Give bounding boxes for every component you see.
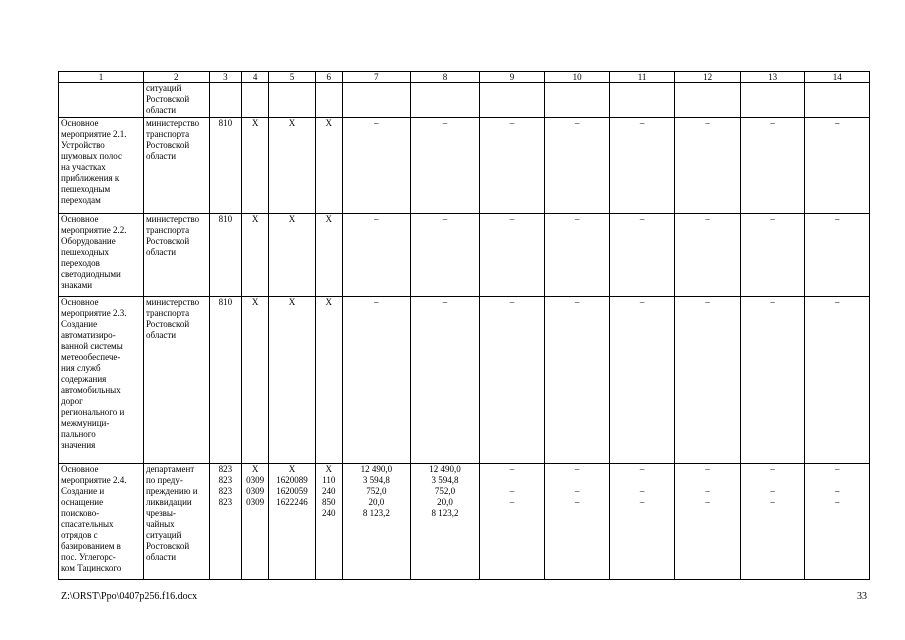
table-cell-col6: [315, 118, 342, 214]
cell-line: X: [251, 464, 259, 474]
cell-line: –: [639, 214, 645, 224]
cell-line: регионального и: [61, 407, 125, 417]
cell-line: дорог: [61, 396, 83, 406]
cell-line: Оборудование: [61, 236, 116, 246]
table-cell-col14: [805, 118, 870, 214]
cell-line: области: [145, 552, 177, 562]
table-cell-col13: [740, 118, 805, 214]
table-cell-col2: [143, 214, 209, 297]
table-cell-col9: [479, 118, 545, 214]
cell-line: транспорта: [145, 129, 190, 139]
table-cell-col13: [740, 214, 805, 297]
cell-line: X: [325, 297, 333, 307]
cell-line: области: [145, 105, 177, 115]
cell-line: 810: [218, 214, 233, 224]
cell-line: –: [770, 297, 775, 307]
table-cell-col8: [411, 464, 480, 580]
cell-line: –: [509, 486, 515, 496]
cell-line: пального: [61, 429, 96, 439]
cell-line: 0309: [246, 497, 265, 507]
cell-line: X: [325, 118, 333, 128]
cell-line: ванной системы: [61, 341, 123, 351]
cell-line: –: [442, 118, 448, 128]
cell-line: X: [251, 297, 259, 307]
cell-line: транспорта: [145, 225, 190, 235]
cell-line: Основное: [61, 118, 99, 128]
cell-line: области: [145, 247, 177, 257]
cell-line: пос. Углегорс-: [61, 552, 116, 562]
table-cell-col11: [609, 118, 675, 214]
table-cell-col9: [479, 464, 545, 580]
cell-line: Ростовской: [145, 140, 190, 150]
cell-line: 12 490,0: [360, 464, 393, 474]
cell-line: на участках: [61, 162, 106, 172]
cell-line: –: [770, 486, 775, 496]
column-number: 3: [209, 72, 242, 83]
table-cell-col14: [805, 464, 870, 580]
cell-line: Основное: [61, 464, 99, 474]
table-cell-col7: [342, 214, 411, 297]
cell-line: –: [705, 118, 710, 128]
cell-line: 3 594,8: [431, 475, 459, 485]
cell-line: –: [574, 464, 580, 474]
cell-line: мероприятие 2.4.: [61, 475, 127, 485]
cell-line: –: [574, 118, 580, 128]
cell-line: X: [288, 464, 296, 474]
cell-line: шумовых полос: [61, 151, 122, 161]
table-cell-col9: [479, 214, 545, 297]
cell-line: ком Тацинского: [61, 563, 122, 573]
table-cell-col2: [143, 464, 209, 580]
cell-line: –: [705, 497, 710, 507]
column-number: 6: [315, 72, 342, 83]
table-cell-col10: [545, 214, 610, 297]
cell-line: –: [509, 118, 515, 128]
cell-line: 20,0: [368, 497, 385, 507]
table-cell-col1: [59, 214, 144, 297]
column-number: 4: [242, 72, 269, 83]
table-row: [59, 83, 870, 118]
cell-line: X: [325, 214, 333, 224]
cell-line: [482, 475, 543, 486]
column-number: 7: [342, 72, 411, 83]
table-cell-col2: [143, 297, 209, 464]
cell-line: транспорта: [145, 308, 190, 318]
table-cell-col1: [59, 464, 144, 580]
table-cell-col10: [545, 83, 610, 118]
table-row: [59, 464, 870, 580]
cell-line: X: [251, 118, 259, 128]
cell-line: спасательных: [61, 519, 114, 529]
cell-line: поисково-: [61, 508, 100, 518]
cell-line: ситуаций: [145, 83, 182, 93]
cell-line: –: [509, 214, 515, 224]
cell-line: пешеходным: [61, 184, 111, 194]
cell-line: 810: [218, 118, 233, 128]
cell-line: –: [574, 486, 580, 496]
cell-line: 823: [218, 486, 233, 496]
table-cell-col8: [411, 214, 480, 297]
cell-line: автомобильных: [61, 385, 121, 395]
cell-line: чайных: [145, 519, 175, 529]
cell-line: Создание: [61, 319, 98, 329]
table-cell-col13: [740, 83, 805, 118]
table-cell-col5: [268, 214, 315, 297]
table-cell-col3: [209, 464, 242, 580]
cell-line: 240: [322, 486, 336, 496]
cell-line: –: [834, 497, 840, 507]
cell-line: 1622246: [276, 497, 308, 507]
cell-line: департамент: [145, 464, 195, 474]
cell-line: –: [705, 297, 710, 307]
table-cell-col7: [342, 118, 411, 214]
cell-line: 850: [322, 497, 336, 507]
table-cell-col10: [545, 118, 610, 214]
cell-line: 110: [322, 475, 336, 485]
cell-line: переходов: [61, 258, 100, 268]
cell-line: 752,0: [434, 486, 456, 496]
table-cell-col10: [545, 464, 610, 580]
table-cell-col6: [315, 464, 342, 580]
cell-line: Создание и: [61, 486, 105, 496]
table-cell-col8: [411, 83, 480, 118]
table-row: [59, 118, 870, 214]
table-cell-col9: [479, 83, 545, 118]
cell-line: –: [374, 214, 379, 224]
cell-line: –: [509, 497, 515, 507]
cell-line: ликвидации: [145, 497, 192, 507]
cell-line: –: [770, 214, 775, 224]
cell-line: [743, 475, 803, 486]
cell-line: –: [834, 297, 840, 307]
column-number: 14: [805, 72, 870, 83]
cell-line: 823: [218, 464, 233, 474]
cell-line: –: [770, 497, 775, 507]
table-cell-col12: [675, 118, 741, 214]
cell-line: –: [834, 118, 840, 128]
cell-line: –: [834, 464, 840, 474]
cell-line: [677, 475, 738, 486]
cell-line: межмуници-: [61, 418, 110, 428]
table-cell-col13: [740, 464, 805, 580]
cell-line: значения: [61, 440, 96, 450]
table-cell-col9: [479, 297, 545, 464]
cell-line: X: [288, 214, 296, 224]
cell-line: ситуаций: [145, 530, 182, 540]
cell-line: –: [639, 297, 645, 307]
cell-line: метеообеспече-: [61, 352, 121, 362]
table-cell-col5: [268, 83, 315, 118]
table-cell-col1: [59, 297, 144, 464]
cell-line: –: [374, 118, 379, 128]
cell-line: –: [770, 118, 775, 128]
cell-line: чрезвы-: [145, 508, 176, 518]
table-cell-col2: [143, 118, 209, 214]
cell-line: –: [639, 497, 645, 507]
cell-line: отрядов с: [61, 530, 98, 540]
cell-line: 823: [218, 475, 233, 485]
table-cell-col6: [315, 83, 342, 118]
cell-line: –: [639, 486, 645, 496]
cell-line: мероприятие 2.1.: [61, 129, 127, 139]
table-cell-col5: [268, 118, 315, 214]
cell-line: 823: [218, 497, 233, 507]
cell-line: министерство: [145, 214, 200, 224]
table-cell-col14: [805, 297, 870, 464]
cell-line: 3 594,8: [362, 475, 390, 485]
cell-line: Основное: [61, 214, 99, 224]
table-cell-col5: [268, 464, 315, 580]
table-cell-col12: [675, 214, 741, 297]
cell-line: 0309: [246, 486, 265, 496]
cell-line: Ростовской: [145, 236, 190, 246]
table-cell-col5: [268, 297, 315, 464]
cell-line: –: [834, 214, 840, 224]
cell-line: автоматизиро-: [61, 330, 116, 340]
table-cell-col14: [805, 214, 870, 297]
table-cell-col7: [342, 83, 411, 118]
table-cell-col3: [209, 297, 242, 464]
table-cell-col4: [242, 214, 269, 297]
cell-line: 1620059: [276, 486, 308, 496]
cell-line: по преду-: [145, 475, 183, 485]
table-cell-col12: [675, 83, 741, 118]
table-cell-col12: [675, 464, 741, 580]
cell-line: мероприятие 2.2.: [61, 225, 127, 235]
column-number: 11: [609, 72, 675, 83]
cell-line: пешеходных: [61, 247, 109, 257]
cell-line: –: [639, 464, 645, 474]
column-number: 2: [143, 72, 209, 83]
table-row: [59, 297, 870, 464]
cell-line: 12 490,0: [429, 464, 461, 474]
table-cell-col1: [59, 83, 144, 118]
cell-line: –: [442, 214, 448, 224]
cell-line: приближения к: [61, 173, 120, 183]
table-cell-col4: [242, 118, 269, 214]
table-cell-col4: [242, 83, 269, 118]
column-number: 10: [545, 72, 610, 83]
table-cell-col6: [315, 214, 342, 297]
table-header-row: [59, 72, 870, 83]
table-cell-col3: [209, 118, 242, 214]
cell-line: Ростовской: [145, 541, 190, 551]
cell-line: содержания: [61, 374, 107, 384]
column-number: 12: [675, 72, 741, 83]
column-number: 5: [268, 72, 315, 83]
table-cell-col11: [609, 214, 675, 297]
cell-line: 752,0: [366, 486, 387, 496]
cell-line: –: [770, 464, 775, 474]
table-cell-col4: [242, 464, 269, 580]
cell-line: –: [705, 486, 710, 496]
cell-line: –: [834, 486, 840, 496]
cell-line: Ростовской: [145, 94, 190, 104]
cell-line: –: [509, 464, 515, 474]
column-number: 8: [411, 72, 480, 83]
table-cell-col2: [143, 83, 209, 118]
cell-line: ния служб: [61, 363, 101, 373]
cell-line: [547, 475, 607, 486]
table-cell-col3: [209, 214, 242, 297]
cell-line: –: [509, 297, 515, 307]
cell-line: области: [145, 151, 177, 161]
cell-line: –: [705, 214, 710, 224]
cell-line: X: [288, 118, 296, 128]
cell-line: оснащение: [61, 497, 104, 507]
cell-line: преждению и: [145, 486, 198, 496]
cell-line: министерство: [145, 297, 200, 307]
cell-line: –: [574, 497, 580, 507]
cell-line: [807, 475, 867, 486]
cell-line: X: [251, 214, 259, 224]
cell-line: [612, 475, 673, 486]
cell-line: 8 123,2: [362, 508, 390, 518]
budget-table: [58, 71, 870, 580]
cell-line: 0309: [246, 475, 265, 485]
table-row: [59, 214, 870, 297]
cell-line: Ростовской: [145, 319, 190, 329]
table-cell-col7: [342, 297, 411, 464]
cell-line: –: [574, 214, 580, 224]
cell-line: –: [374, 297, 379, 307]
cell-line: –: [574, 297, 580, 307]
table-cell-col3: [209, 83, 242, 118]
cell-line: области: [145, 330, 177, 340]
table-cell-col14: [805, 83, 870, 118]
cell-line: 1620089: [276, 475, 308, 485]
table-cell-col11: [609, 83, 675, 118]
table-cell-col4: [242, 297, 269, 464]
table-cell-col8: [411, 118, 480, 214]
cell-line: Устройство: [61, 140, 105, 150]
cell-line: 810: [218, 297, 233, 307]
table-cell-col13: [740, 297, 805, 464]
table-cell-col11: [609, 464, 675, 580]
table-cell-col8: [411, 297, 480, 464]
cell-line: –: [705, 464, 710, 474]
cell-line: переходам: [61, 195, 101, 205]
column-number: 13: [740, 72, 805, 83]
cell-line: базированием в: [61, 541, 121, 551]
cell-line: светодиодными: [61, 269, 121, 279]
cell-line: X: [288, 297, 296, 307]
cell-line: мероприятие 2.3.: [61, 308, 127, 318]
cell-line: знаками: [61, 280, 93, 290]
cell-line: министерство: [145, 118, 200, 128]
cell-line: –: [639, 118, 645, 128]
cell-line: –: [442, 297, 448, 307]
cell-line: 20,0: [437, 497, 453, 507]
footer-file-path: Z:\ORST\Ppo\0407p256.f16.docx: [61, 591, 198, 602]
table-cell-col11: [609, 297, 675, 464]
table-cell-col7: [342, 464, 411, 580]
cell-line: X: [325, 464, 333, 474]
cell-line: 240: [322, 508, 336, 518]
cell-line: Основное: [61, 297, 99, 307]
column-number: 9: [479, 72, 545, 83]
column-number: 1: [59, 72, 144, 83]
table-cell-col1: [59, 118, 144, 214]
table-cell-col12: [675, 297, 741, 464]
cell-line: 8 123,2: [431, 508, 459, 518]
table-cell-col10: [545, 297, 610, 464]
table-cell-col6: [315, 297, 342, 464]
footer-page-number: 33: [857, 591, 867, 602]
